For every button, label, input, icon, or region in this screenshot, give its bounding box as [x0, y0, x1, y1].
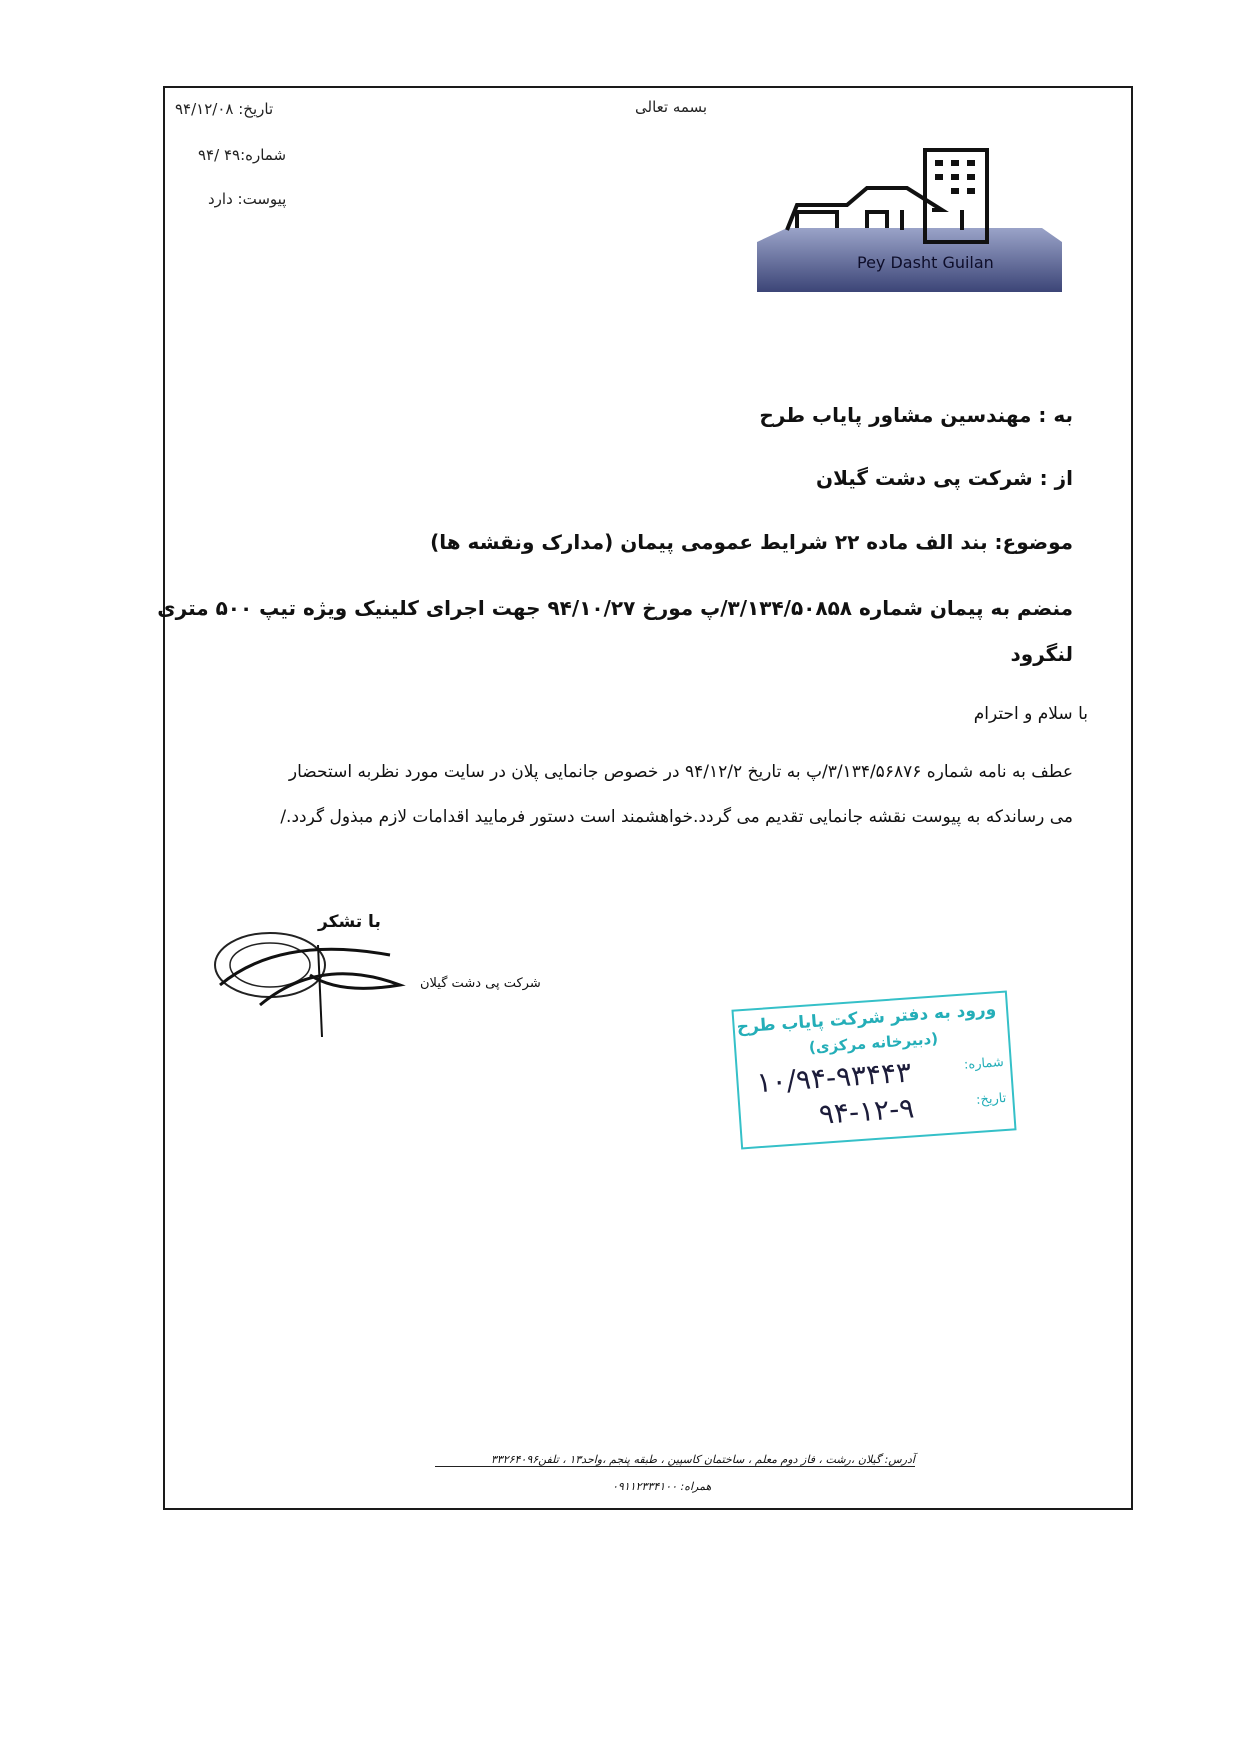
addressee-line: به : مهندسین مشاور پایاب طرح — [759, 403, 1073, 427]
subject-line: موضوع: بند الف ماده ۲۲ شرایط عمومی پیمان (مدارک ونقشه ها) — [430, 530, 1073, 554]
logo-house-roof — [787, 188, 942, 230]
footer-address: آدرس: گیلان ،رشت ، فاز دوم معلم ، ساختمان کاسپین ، طبقه پنجم ،واحد۱۳ ، تلفن۳۳۲۶۴۰۹۶ — [435, 1453, 915, 1467]
company-seal — [200, 915, 541, 1045]
stamp-date-label: تاریخ: — [975, 1090, 1007, 1108]
stamp-number-value: ۱۰/۹۴-۹۳۴۴۳ — [755, 1055, 913, 1100]
receipt-stamp — [731, 991, 1016, 1150]
number-field: شماره:۴۹ /۹۴ — [198, 146, 287, 164]
body-line-2: می رساندکه به پیوست نقشه جانمایی تقدیم می گردد.خواهشمند است دستور فرمایید اقدامات لازم مبذول گردد./ — [280, 807, 1073, 827]
contract-line-1: منضم به پیمان شماره ۳/۱۳۴/۵۰۸۵۸/پ مورخ ۹۴/۱۰/۲۷ جهت اجرای کلینیک ویژه تیپ ۵۰۰ متری — [157, 596, 1073, 620]
attachment-field: پیوست: دارد — [208, 190, 287, 208]
company-logo — [757, 150, 1062, 300]
contract-line-2: لنگرود — [1010, 642, 1073, 666]
seal-text: شرکت پی دشت گیلان — [420, 976, 541, 991]
stamp-number-label: شماره: — [963, 1054, 1005, 1073]
stamp-title: ورود به دفتر شرکت پایاب طرح — [736, 999, 997, 1038]
stamp-date-value: ۹۴-۱۲-۹ — [817, 1091, 916, 1131]
greeting: با سلام و احترام — [973, 704, 1088, 724]
logo-tower-windows — [935, 160, 975, 194]
date-value: ۹۴/۱۲/۰۸ — [175, 100, 234, 118]
date-field — [175, 100, 273, 118]
date-label: تاریخ: — [238, 100, 274, 118]
logo-house-wall — [797, 212, 837, 228]
closing: با تشکر — [318, 912, 381, 932]
basmala: بسمه تعالی — [635, 98, 708, 116]
sender-line: از : شرکت پی دشت گیلان — [816, 466, 1073, 490]
footer-mobile: همراه: ۰۹۱۱۲۳۳۴۱۰۰ — [612, 1480, 712, 1493]
logo-house-door — [867, 212, 887, 228]
logo-text: Pey Dasht Guilan — [857, 253, 994, 272]
stamp-subtitle: (دبیرخانه مرکزی) — [808, 1029, 939, 1057]
body-line-1: عطف به نامه شماره ۳/۱۳۴/۵۶۸۷۶/پ به تاریخ ۹۴/۱۲/۲ در خصوص جانمایی پلان در سایت مورد نظربه استحضار — [288, 762, 1073, 782]
